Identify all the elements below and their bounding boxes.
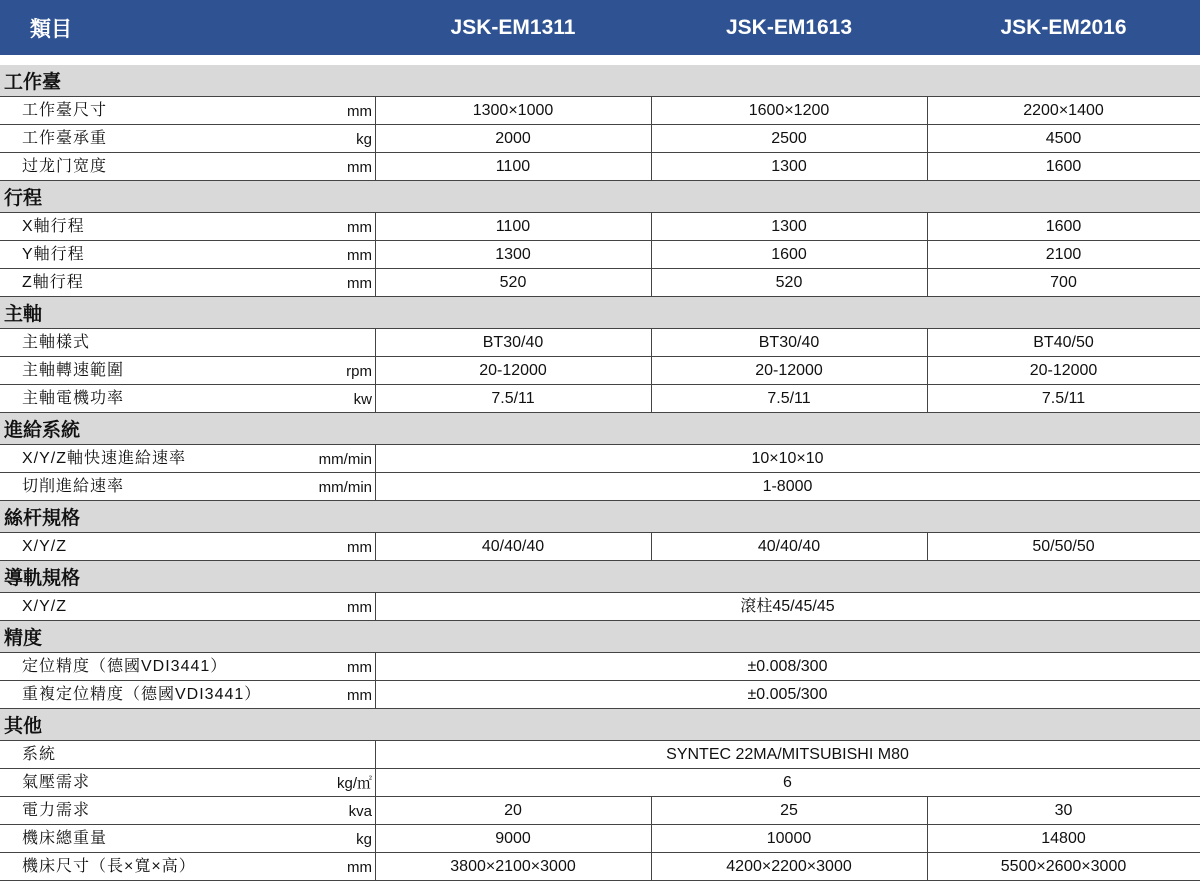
row-label: 系統 (22, 746, 57, 763)
section-header: 工作臺 (0, 65, 1200, 97)
section-header: 主軸 (0, 297, 1200, 329)
row-unit: mm (347, 219, 372, 236)
table-row (0, 593, 1200, 621)
merged-value: 10×10×10 (751, 450, 824, 467)
model-value-1: 7.5/11 (491, 390, 535, 407)
model-value-3: 14800 (1041, 830, 1086, 847)
row-unit: mm (347, 103, 372, 120)
section-header: 其他 (0, 709, 1200, 741)
merged-value: SYNTEC 22MA/MITSUBISHI M80 (666, 746, 909, 763)
model-value-1: 520 (499, 274, 527, 291)
row-unit: mm (347, 247, 372, 264)
row-unit: kg (356, 831, 372, 848)
table-row (0, 329, 1200, 357)
table-row (0, 473, 1200, 501)
section-header: 導軌規格 (0, 561, 1200, 593)
row-label: 機床尺寸（長×寬×高） (22, 858, 196, 875)
model-value-2: 1600 (771, 246, 807, 263)
section-header: 行程 (0, 181, 1200, 213)
model-value-1: BT30/40 (482, 334, 544, 351)
model-value-1: 20-12000 (479, 362, 547, 379)
model-value-1: 9000 (495, 830, 531, 847)
table-row (0, 125, 1200, 153)
model-value-2: 40/40/40 (757, 538, 821, 555)
row-unit: mm (347, 687, 372, 704)
model-value-1: 1100 (495, 158, 531, 175)
table-row (0, 445, 1200, 473)
table-row (0, 213, 1200, 241)
model-value-2: 4200×2200×3000 (726, 858, 852, 875)
table-row (0, 357, 1200, 385)
table-row (0, 653, 1200, 681)
header-model-1: JSK-EM1311 (450, 15, 576, 39)
model-value-3: BT40/50 (1033, 334, 1094, 351)
row-unit: rpm (346, 363, 372, 380)
model-value-3: 700 (1050, 274, 1077, 291)
model-value-1: 1100 (495, 218, 531, 235)
merged-value: 滾柱45/45/45 (740, 598, 835, 615)
table-row (0, 385, 1200, 413)
row-label: Z軸行程 (22, 274, 84, 291)
model-value-3: 20-12000 (1029, 362, 1098, 379)
row-label: 定位精度（德國VDI3441） (22, 658, 228, 675)
row-label: 主軸電機功率 (22, 390, 125, 407)
table-header (0, 0, 1200, 55)
row-label: Y軸行程 (22, 246, 85, 263)
row-unit: mm (347, 599, 372, 616)
model-value-2: 1300 (771, 218, 807, 235)
model-value-2: 20-12000 (755, 362, 823, 379)
table-row (0, 741, 1200, 769)
row-unit (250, 329, 372, 356)
model-value-3: 4500 (1045, 130, 1082, 147)
row-label: X/Y/Z (22, 538, 68, 555)
section-header: 絲杆規格 (0, 501, 1200, 533)
table-row (0, 769, 1200, 797)
model-value-3: 7.5/11 (1041, 390, 1086, 407)
row-unit: kw (353, 391, 372, 408)
row-label: 重複定位精度（德國VDI3441） (22, 686, 262, 703)
row-unit: mm/min (318, 479, 372, 496)
model-value-2: 520 (775, 274, 803, 291)
row-unit: mm (347, 539, 372, 556)
merged-value: ±0.005/300 (747, 686, 828, 703)
merged-value: 1-8000 (762, 478, 813, 495)
model-value-3: 1600 (1045, 218, 1082, 235)
row-label: 機床總重量 (22, 830, 108, 847)
table-row (0, 853, 1200, 881)
row-unit: mm (347, 275, 372, 292)
row-label: X軸行程 (22, 218, 85, 235)
table-row (0, 681, 1200, 709)
header-category: 類目 (30, 17, 72, 41)
merged-value: 6 (783, 774, 792, 791)
row-label: X/Y/Z (22, 598, 68, 615)
model-value-2: 10000 (766, 830, 812, 847)
row-label: 工作臺承重 (22, 130, 108, 147)
row-unit: kva (348, 803, 372, 820)
section-header: 進給系統 (0, 413, 1200, 445)
model-value-1: 2000 (495, 130, 531, 147)
row-unit: mm (347, 859, 372, 876)
table-row (0, 241, 1200, 269)
table-row (0, 153, 1200, 181)
model-value-1: 20 (504, 802, 522, 819)
row-label: 氣壓需求 (22, 774, 91, 791)
row-unit (250, 741, 372, 768)
model-value-3: 1600 (1045, 158, 1082, 175)
table-row (0, 97, 1200, 125)
model-value-2: 1300 (771, 158, 807, 175)
header-gap (0, 55, 1200, 65)
row-label: 電力需求 (22, 802, 91, 819)
row-label: X/Y/Z軸快速進給速率 (22, 450, 187, 467)
model-value-1: 1300×1000 (472, 102, 554, 119)
row-unit: mm/min (318, 451, 372, 468)
model-value-3: 50/50/50 (1032, 538, 1095, 555)
model-value-1: 40/40/40 (481, 538, 545, 555)
model-value-2: 1600×1200 (748, 102, 830, 119)
table-row (0, 533, 1200, 561)
model-value-2: 25 (780, 802, 798, 819)
row-label: 主軸樣式 (22, 334, 91, 351)
merged-value: ±0.008/300 (747, 658, 828, 675)
table-row (0, 797, 1200, 825)
model-value-3: 2200×1400 (1023, 102, 1104, 119)
table-row (0, 269, 1200, 297)
row-unit: mm (347, 159, 372, 176)
header-model-3: JSK-EM2016 (1000, 15, 1127, 39)
row-label: 过龙门宽度 (22, 158, 108, 175)
model-value-2: BT30/40 (758, 334, 820, 351)
row-label: 工作臺尺寸 (22, 102, 108, 119)
row-unit: mm (347, 659, 372, 676)
row-label: 切削進給速率 (22, 478, 125, 495)
row-unit: kg/㎡ (336, 775, 372, 792)
section-header: 精度 (0, 621, 1200, 653)
model-value-1: 1300 (495, 246, 531, 263)
model-value-2: 7.5/11 (767, 390, 811, 407)
model-value-1: 3800×2100×3000 (450, 858, 576, 875)
model-value-3: 5500×2600×3000 (1000, 858, 1127, 875)
model-value-2: 2500 (771, 130, 807, 147)
table-row (0, 825, 1200, 853)
row-unit: kg (356, 131, 372, 148)
row-label: 主軸轉速範圍 (22, 362, 125, 379)
header-model-2: JSK-EM1613 (725, 15, 853, 39)
model-value-3: 2100 (1045, 246, 1082, 263)
model-value-3: 30 (1054, 802, 1073, 819)
